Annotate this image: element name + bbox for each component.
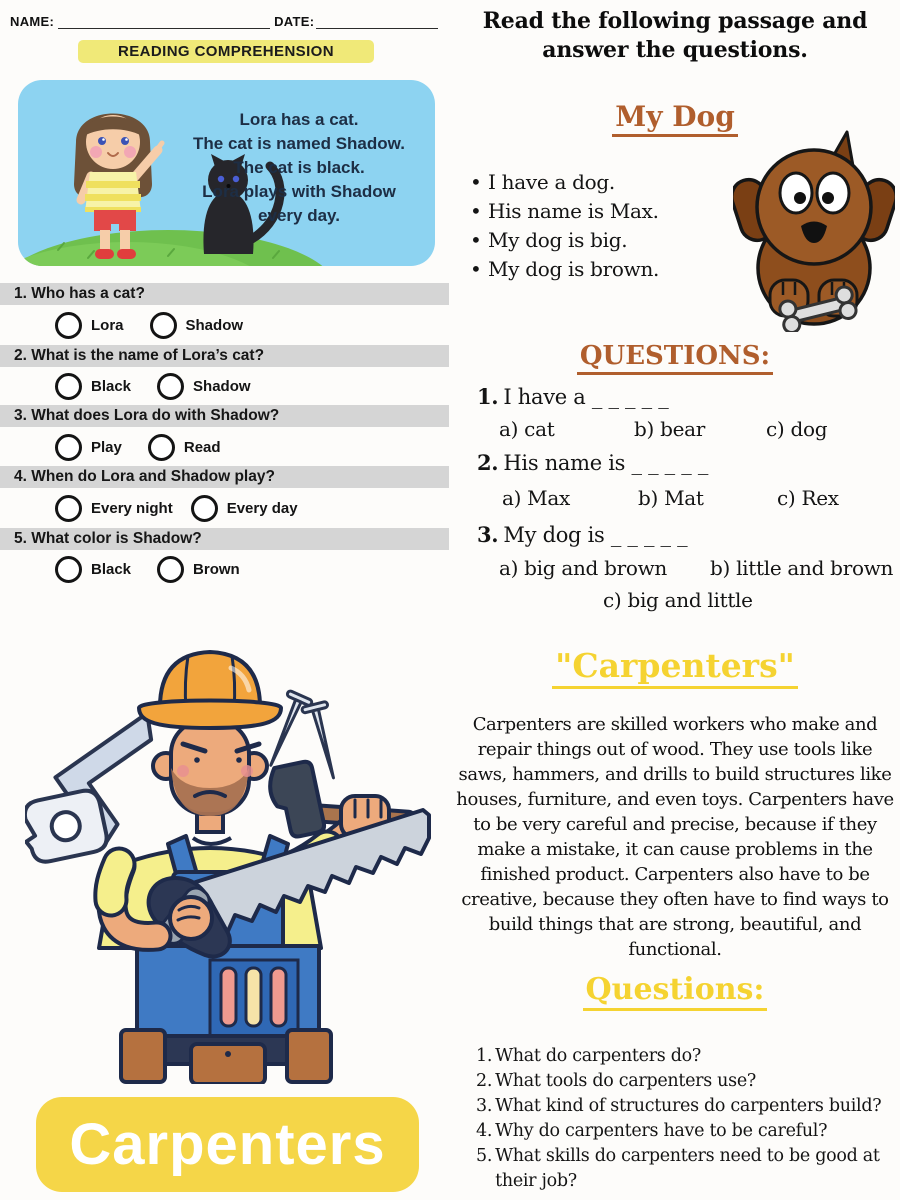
question-5: 5. What color is Shadow? <box>0 528 449 550</box>
option: Every night <box>55 495 173 522</box>
carpenters-passage-title: "Carpenters" <box>552 646 798 689</box>
answer-choice[interactable]: b) little and brown <box>710 556 894 580</box>
carpenters-title-wrap <box>450 646 900 689</box>
option: Play <box>55 434 122 461</box>
option: Every day <box>191 495 298 522</box>
worksheet-title: READING COMPREHENSION <box>78 40 374 63</box>
carpenter-illustration <box>25 616 435 1084</box>
radio-option[interactable] <box>148 434 175 461</box>
question-2: 2. What is the name of Lora’s cat? <box>0 345 449 367</box>
bullet-icon: • <box>470 257 482 281</box>
date-input-line[interactable] <box>316 13 438 29</box>
right-column <box>450 0 900 1200</box>
banner-label: Carpenters <box>69 1112 386 1177</box>
radio-option[interactable] <box>157 373 184 400</box>
answer-choice[interactable]: a) big and brown <box>499 556 668 580</box>
fill-question-3: 3. My dog is _ _ _ _ _ <box>477 522 688 547</box>
option: Read <box>148 434 221 461</box>
carpenters-passage-text: Carpenters are skilled workers who make and repair things out of wood. They use tools like saws, hammers, and drills to build structures like houses, furniture, and even toys. Carpenters have to be very careful and precise, because if they make a mistake, it can cause problems in the finished product. Carpenters also have to be creative, because they often have to find ways to build things that are strong, beautiful, and functional. <box>456 714 894 960</box>
list-item: • I have a dog. <box>470 168 760 197</box>
story-passage-text: Lora has a cat. The cat is named Shadow. The cat is black. Lora plays with Shadow every day. <box>193 110 405 225</box>
name-label: NAME: <box>10 14 55 29</box>
option: Shadow <box>150 312 244 339</box>
bullet-icon: • <box>470 199 482 223</box>
option: Black <box>55 556 131 583</box>
story-passage-card <box>18 80 435 266</box>
radio-option[interactable] <box>191 495 218 522</box>
dog-facts-list <box>470 168 760 284</box>
answer-choice[interactable]: a) cat <box>499 417 555 441</box>
carpenters-questions-title-wrap <box>450 972 900 1011</box>
radio-option[interactable] <box>55 556 82 583</box>
tape-measure-icon <box>25 788 109 865</box>
answer-choice[interactable]: b) Mat <box>638 486 704 510</box>
question-2-options <box>55 374 251 398</box>
answer-choice[interactable]: a) Max <box>502 486 570 510</box>
bullet-icon: • <box>470 228 482 252</box>
option: Lora <box>55 312 124 339</box>
radio-option[interactable] <box>55 434 82 461</box>
instruction-heading: Read the following passage and answer the questions. <box>482 8 868 63</box>
answer-choice[interactable]: c) big and little <box>603 588 753 612</box>
answer-choice[interactable]: b) bear <box>634 417 705 441</box>
list-item: 1. What do carpenters do? <box>476 1046 701 1066</box>
dog-illustration <box>733 130 895 332</box>
option: Brown <box>157 556 240 583</box>
radio-option[interactable] <box>55 312 82 339</box>
question-3-options <box>55 435 221 459</box>
question-4-options <box>55 496 298 520</box>
radio-option[interactable] <box>55 373 82 400</box>
carpenters-questions-title: Questions: <box>583 972 768 1011</box>
radio-option[interactable] <box>55 495 82 522</box>
option: Black <box>55 373 131 400</box>
list-item: • My dog is big. <box>470 226 760 255</box>
answer-choice[interactable]: c) Rex <box>777 486 839 510</box>
question-1: 1. Who has a cat? <box>0 283 449 305</box>
fill-question-1: 1. I have a _ _ _ _ _ <box>477 384 669 409</box>
question-3: 3. What does Lora do with Shadow? <box>0 405 449 427</box>
fill-question-2: 2. His name is _ _ _ _ _ <box>477 450 709 475</box>
list-item: 3. What kind of structures do carpenters build? <box>476 1096 882 1116</box>
carpenters-banner <box>36 1097 419 1192</box>
questions-title-wrap <box>450 341 900 375</box>
question-4: 4. When do Lora and Shadow play? <box>0 466 449 488</box>
list-item: • His name is Max. <box>470 197 760 226</box>
bullet-icon: • <box>470 170 482 194</box>
question-5-options <box>55 557 240 581</box>
option: Shadow <box>157 373 251 400</box>
name-input-line[interactable] <box>58 13 270 29</box>
list-item: 5. What skills do carpenters need to be good at their job? <box>476 1146 880 1191</box>
carpenters-questions-list <box>476 1044 884 1194</box>
question-1-options <box>55 313 243 337</box>
list-item: 2. What tools do carpenters use? <box>476 1071 756 1091</box>
questions-title: QUESTIONS: <box>577 341 773 375</box>
date-label: DATE: <box>274 14 315 29</box>
radio-option[interactable] <box>150 312 177 339</box>
answer-choice[interactable]: c) dog <box>766 417 828 441</box>
list-item: • My dog is brown. <box>470 255 760 284</box>
list-item: 4. Why do carpenters have to be careful? <box>476 1121 828 1141</box>
radio-option[interactable] <box>157 556 184 583</box>
dog-passage-title: My Dog <box>612 100 738 137</box>
name-date-row <box>10 13 440 29</box>
